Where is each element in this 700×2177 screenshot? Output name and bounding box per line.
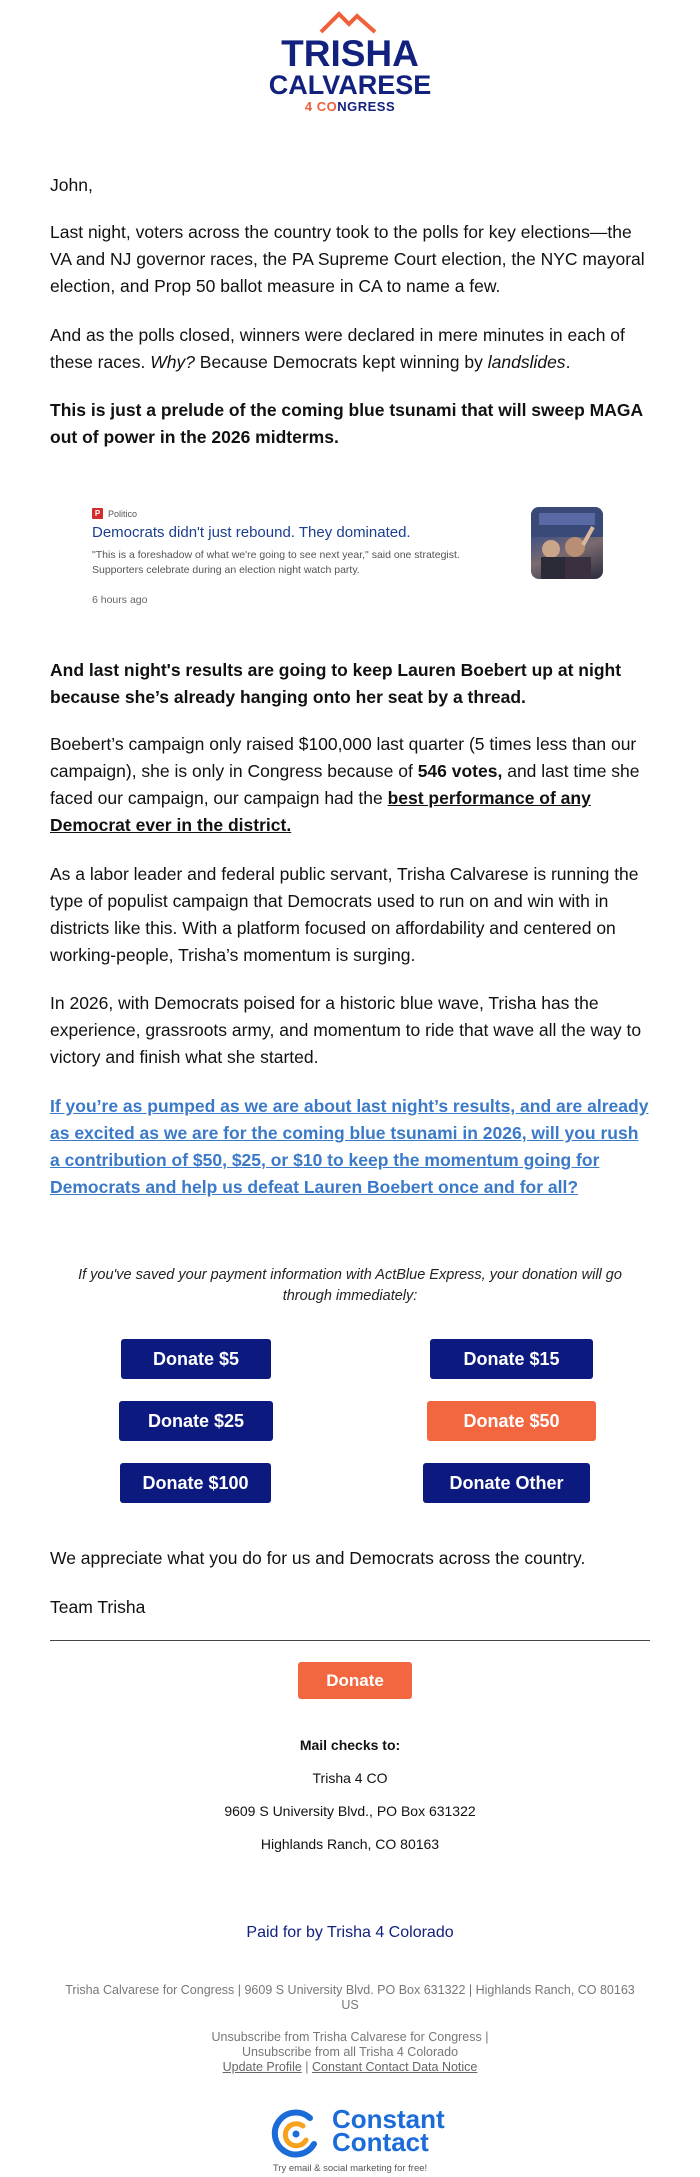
divider xyxy=(50,1640,650,1641)
paragraph-7: In 2026, with Democrats poised for a historic blue wave, Trisha has the experience, grassroots army, and momentum to ride that wave all the way to victory and finish what she started. xyxy=(50,993,642,1067)
actblue-express-note: If you've saved your payment information with ActBlue Express, your donation will go through immediately: xyxy=(78,1267,622,1304)
logo-line-1: TRISHA xyxy=(281,33,419,74)
donate-other-button[interactable]: Donate Other xyxy=(423,1463,590,1503)
footer-address: Trisha Calvarese for Congress | 9609 S University Blvd. PO Box 631322 | Highlands Ranch, CO 80163 US xyxy=(65,1983,635,2012)
politico-icon: P xyxy=(92,508,103,519)
cta-donation-link[interactable]: If you’re as pumped as we are about last night’s results, and are already as excited as we are for the coming blue tsunami in 2026, will you rush a contribution of $50, $25, or $10 to keep the momentum going for Democrats and help us defeat Lauren Boebert once and for all? xyxy=(50,1096,649,1197)
paragraph-3: This is just a prelude of the coming blue tsunami that will sweep MAGA out of power in the 2026 midterms. xyxy=(50,400,643,447)
logo-ngress: NGRESS xyxy=(337,99,396,114)
paragraph-1: Last night, voters across the country took to the polls for key elections—the VA and NJ governor races, the PA Supreme Court election, the NYC mayoral election, and Prop 50 ballot measure in CA to name a few. xyxy=(50,222,645,296)
p5-votes: 546 votes, xyxy=(417,761,503,781)
unsubscribe-2[interactable] xyxy=(0,2045,700,2060)
constant-contact-icon xyxy=(270,2108,322,2160)
update-profile-link[interactable]: Update Profile xyxy=(222,2060,302,2074)
news-source xyxy=(92,508,137,519)
donate-50-button[interactable]: Donate $50 xyxy=(427,1401,596,1441)
constant-contact-wordmark xyxy=(332,2104,445,2157)
cc-line-1: Constant xyxy=(332,2104,445,2134)
mail-heading: Mail checks to: xyxy=(299,1737,401,1753)
cc-tagline[interactable]: Try email & social marketing for free! xyxy=(272,2163,428,2174)
donate-25-button[interactable]: Donate $25 xyxy=(119,1401,273,1441)
mail-line-3: Highlands Ranch, CO 80163 xyxy=(260,1836,440,1852)
footer-pipe: | xyxy=(301,2060,313,2074)
mail-line-1: Trisha 4 CO xyxy=(312,1770,388,1786)
p5-text-a: Boebert’s campaign only raised $100,000 last quarter (5 times less than our campaign), she is only in Congress because of xyxy=(50,734,637,781)
mountain-icon xyxy=(315,8,385,34)
news-headline[interactable]: Democrats didn't just rebound. They dominated. xyxy=(92,524,411,541)
donate-15-button[interactable]: Donate $15 xyxy=(430,1339,593,1379)
appreciation-text: We appreciate what you do for us and Democrats across the country. xyxy=(50,1548,586,1568)
p2-text-c: . xyxy=(565,352,571,372)
donate-100-button[interactable]: Donate $100 xyxy=(120,1463,271,1503)
cc-line-2: Contact xyxy=(332,2127,429,2157)
unsubscribe-1[interactable] xyxy=(0,2030,700,2045)
news-source-label: Politico xyxy=(108,508,138,519)
p2-why: Why? xyxy=(150,352,195,372)
paragraph-4: And last night's results are going to keep Lauren Boebert up at night because she’s already hanging onto her seat by a thread. xyxy=(50,660,622,707)
logo-4co: 4 CO xyxy=(304,99,338,114)
paragraph-6: As a labor leader and federal public servant, Trisha Calvarese is running the type of populist campaign that Democrats used to run on and win with in districts like this. With a platform focused on affordability and centered on working-people, Trisha’s momentum is surging. xyxy=(50,864,639,965)
logo-line-3 xyxy=(0,98,700,116)
news-description: "This is a foreshadow of what we're going to see next year," said one strategist. Supporters celebrate during an election night watch party. xyxy=(92,549,460,576)
mail-line-2: 9609 S University Blvd., PO Box 631322 xyxy=(224,1803,476,1819)
footer-links xyxy=(0,2060,700,2075)
campaign-logo[interactable] xyxy=(0,8,700,116)
crowd-image-icon xyxy=(531,507,603,579)
data-notice-link[interactable]: Constant Contact Data Notice xyxy=(312,2060,478,2074)
paid-for-disclaimer: Paid for by Trisha 4 Colorado xyxy=(246,1924,454,1941)
unsubscribe-campaign-link[interactable]: Unsubscribe from Trisha Calvarese for Congress | xyxy=(211,2030,489,2044)
p2-text-a: And as the polls closed, winners were declared in mere minutes in each of these races. xyxy=(50,325,625,372)
constant-contact-logo[interactable] xyxy=(270,2104,450,2158)
p5-text-b: and last time she faced our campaign, our campaign had the xyxy=(50,761,640,808)
unsubscribe-all-link[interactable]: Unsubscribe from all Trisha 4 Colorado xyxy=(241,2045,459,2059)
best-performance-link[interactable]: best performance of any Democrat ever in the district. xyxy=(50,788,591,835)
news-card[interactable] xyxy=(82,502,612,617)
footer-donate-button[interactable]: Donate xyxy=(298,1662,412,1699)
paragraph-2 xyxy=(50,322,652,376)
p2-landslides: landslides xyxy=(487,352,566,372)
news-time: 6 hours ago xyxy=(92,594,148,606)
paragraph-5 xyxy=(50,731,652,839)
logo-line-2: CALVARESE xyxy=(268,70,432,100)
donate-5-button[interactable]: Donate $5 xyxy=(121,1339,271,1379)
p2-text-b: Because Democrats kept winning by xyxy=(194,352,488,372)
signoff: Team Trisha xyxy=(50,1597,146,1617)
news-thumbnail xyxy=(531,507,603,579)
greeting: John, xyxy=(50,175,93,195)
